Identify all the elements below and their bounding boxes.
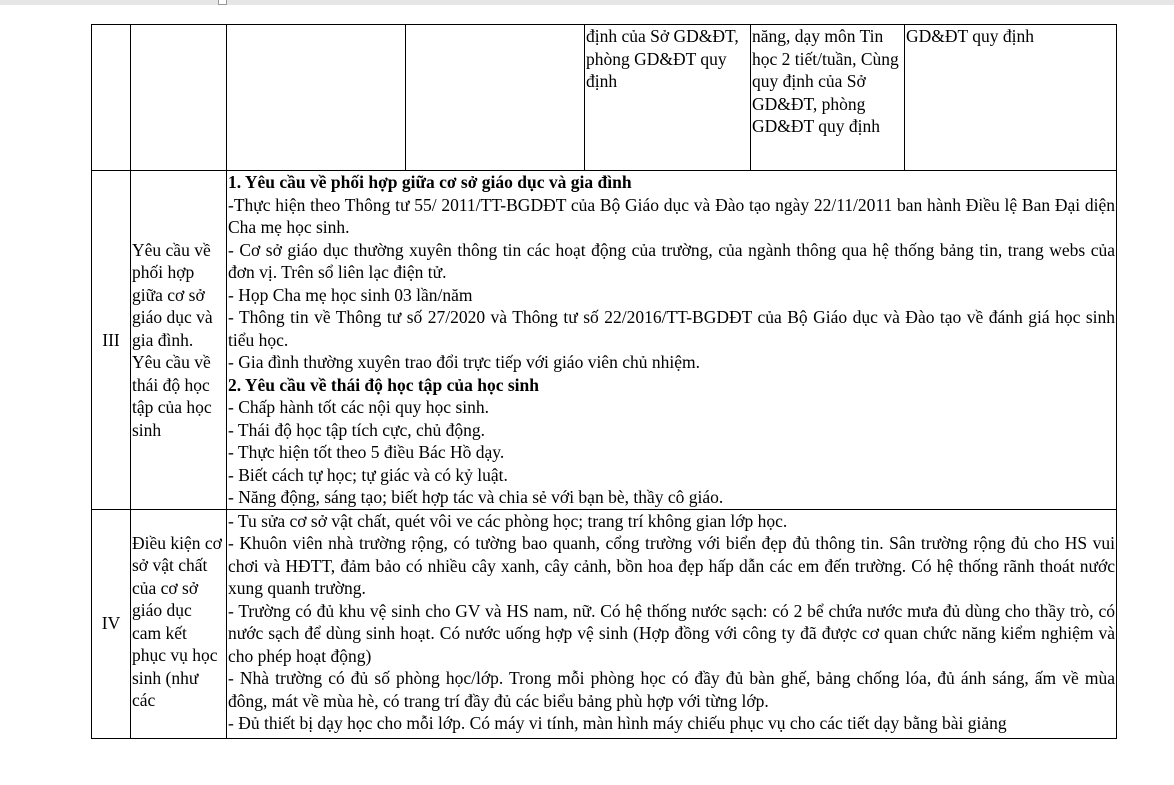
list-item: - Trường có đủ khu vệ sinh cho GV và HS nam, nữ. Có hệ thống nước sạch: có 2 bể chứa nước mưa đủ dùng cho thầy trò, có nước sạch để dùng sinh hoạt. Có nước uống hợp vệ sinh (Hợp đồng với công ty đã được cơ quan chức năng kiểm nghiệm và cho phép hoạt động) [228,600,1115,666]
row-content-clip [228,510,1115,738]
list-item: -Thực hiện theo Thông tư 55/ 2011/TT-BGDĐT của Bộ Giáo dục và Đào tạo ngày 22/11/2011 ban hành Điều lệ Ban Đại diện Cha mẹ học sinh. [228,194,1115,237]
list-item: - Chấp hành tốt các nội quy học sinh. [228,397,489,417]
cell-col6: năng, dạy môn Tin học 2 tiết/tuần, Cùng quy định của Sở GD&ĐT, phòng GD&ĐT quy định [751,25,905,171]
row-number: IV [92,509,131,738]
cell-empty [131,25,227,171]
row-number: III [92,171,131,510]
row-title: Yêu cầu về phối hợp giữa cơ sở giáo dục và gia đình. Yêu cầu về thái độ học tập của học sinh [131,171,227,510]
row-title-text: Điều kiện cơ sở vật chất của cơ sở giáo dục cam kết phục vụ học sinh (như các [132,532,222,710]
list-item: - Thông tin về Thông tư số 27/2020 và Thông tư số 22/2016/TT-BGDĐT của Bộ Giáo dục và Đào tạo về đánh giá học sinh tiểu học. [228,307,1115,350]
list-item: - Cơ sở giáo dục thường xuyên thông tin các hoạt động của trường, của ngành thông qua hệ thống bảng tin, trang webs của đơn vị. Trên sổ liên lạc điện tử. [228,239,1115,282]
row-title [131,509,227,738]
list-item: - Thái độ học tập tích cực, chủ động. [228,419,486,440]
section-heading: 1. Yêu cầu về phối hợp giữa cơ sở giáo dục và gia đình [228,172,632,192]
cell-empty [92,25,131,171]
list-item: - Họp Cha mẹ học sinh 03 lần/năm [228,284,473,305]
list-item: - Nhà trường có đủ số phòng học/lớp. Trong mỗi phòng học có đầy đủ bàn ghế, bảng chống lóa, đủ ánh sáng, ấm về mùa đông, mát về mùa hè, có trang trí đầy đủ các biểu bảng phù hợp với từng lớp. [228,668,1115,711]
list-item: - Đủ thiết bị dạy học cho mỗi lớp. Có máy vi tính, màn hình máy chiếu phục vụ cho các tiết dạy bằng bài giảng [228,713,1007,733]
list-item: - Biết cách tự học; tự giác và có kỷ luật. [228,464,508,485]
list-item: - Tu sửa cơ sở vật chất, quét vôi ve các phòng học; trang trí không gian lớp học. [228,510,788,531]
list-item: - Gia đình thường xuyên trao đổi trực tiếp với giáo viên chủ nhiệm. [228,352,700,372]
table-row-continued [92,25,1117,171]
row-content [227,509,1117,738]
list-item: - Thực hiện tốt theo 5 điều Bác Hồ dạy. [228,442,505,462]
table-row-iii [92,171,1117,510]
cell-empty [227,25,406,171]
list-item: - Khuôn viên nhà trường rộng, có tường bao quanh, cổng trường với biển đẹp đủ thông tin. Sân trường rộng đủ cho HS vui chơi và HĐTT, đảm bảo có nhiều cây xanh, cây cảnh, bồn hoa đẹp hấp dẫn các em đến trường. Có hệ thống rãnh thoát nước xung quanh trường. [228,533,1115,598]
cell-col5: định của Sở GD&ĐT, phòng GD&ĐT quy định [585,25,751,171]
cell-col7: GD&ĐT quy định [905,25,1117,171]
row-content [227,171,1117,510]
ruler-marker[interactable] [218,0,227,5]
ruler-bar [0,0,1174,5]
section-heading: 2. Yêu cầu về thái độ học tập của học sinh [228,374,539,395]
document-table [91,24,1117,739]
cell-empty [406,25,585,171]
table-row-iv [92,509,1117,738]
list-item: - Năng động, sáng tạo; biết hợp tác và chia sẻ với bạn bè, thầy cô giáo. [228,487,724,507]
